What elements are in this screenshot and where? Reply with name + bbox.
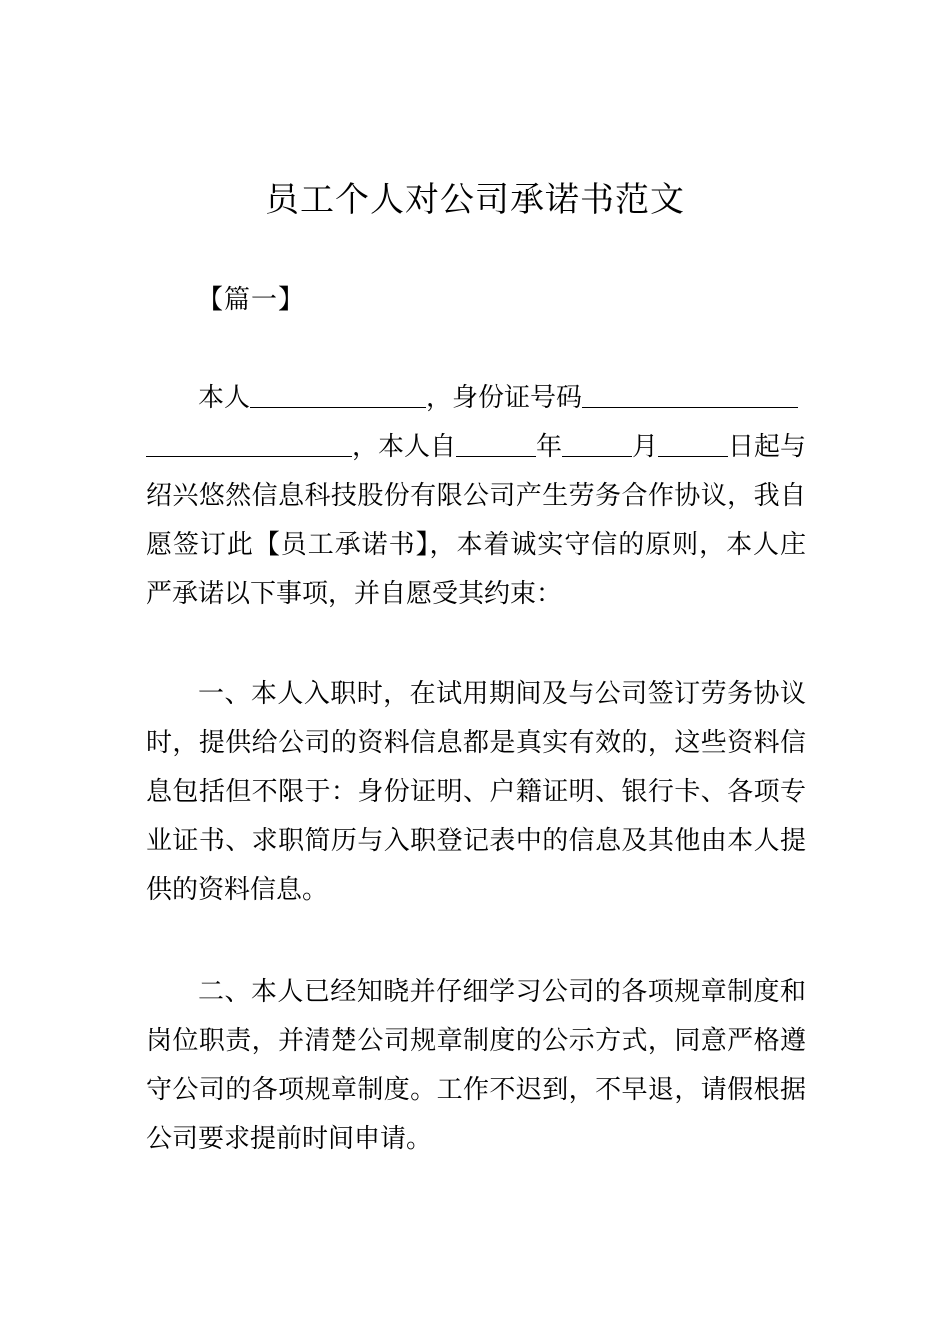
intro-paragraph xyxy=(146,374,806,619)
intro-line-2 xyxy=(146,423,806,472)
clause-2-line: 岗位职责，并清楚公司规章制度的公示方式，同意严格遵 xyxy=(146,1026,806,1056)
clause-2-line: 二、本人已经知晓并仔细学习公司的各项规章制度和 xyxy=(198,977,806,1007)
clause-1-line: 一、本人入职时，在试用期间及与公司签订劳务协议 xyxy=(198,679,806,709)
clause-1-line: 供的资料信息。 xyxy=(146,875,329,905)
intro-text-day: 日起与 xyxy=(728,432,807,462)
id-number-blank-cont[interactable] xyxy=(146,426,352,457)
clause-2-line: 守公司的各项规章制度。工作不迟到，不早退，请假根据 xyxy=(146,1075,806,1105)
document-title: 员工个人对公司承诺书范文 xyxy=(265,180,685,220)
intro-text-id: ，身份证号码 xyxy=(426,383,583,413)
intro-text-year: 年 xyxy=(536,432,563,462)
intro-line-1 xyxy=(146,374,806,423)
month-blank[interactable] xyxy=(562,426,632,457)
clause-1-paragraph xyxy=(146,670,806,915)
intro-text-month: 月 xyxy=(632,432,659,462)
day-blank[interactable] xyxy=(658,426,728,457)
clause-1-line: 时，提供给公司的资料信息都是真实有效的，这些资料信 xyxy=(146,728,806,758)
year-blank[interactable] xyxy=(456,426,536,457)
clause-1-line: 息包括但不限于：身份证明、户籍证明、银行卡、各项专 xyxy=(146,777,806,807)
clause-1-line: 业证书、求职简历与入职登记表中的信息及其他由本人提 xyxy=(146,826,806,856)
intro-line-3: 绍兴悠然信息科技股份有限公司产生劳务合作协议，我自 xyxy=(146,481,806,511)
intro-text-self: 本人 xyxy=(198,383,251,413)
section-label: 【篇一】 xyxy=(197,285,306,315)
clause-2-line: 公司要求提前时间申请。 xyxy=(146,1124,433,1154)
intro-text-from: ，本人自 xyxy=(352,432,457,462)
intro-line-5: 严承诺以下事项，并自愿受其约束： xyxy=(146,579,563,609)
clause-2-paragraph xyxy=(146,968,806,1164)
name-blank[interactable] xyxy=(250,377,426,408)
intro-line-4: 愿签订此【员工承诺书】，本着诚实守信的原则，本人庄 xyxy=(146,530,806,560)
id-number-blank[interactable] xyxy=(582,377,798,408)
